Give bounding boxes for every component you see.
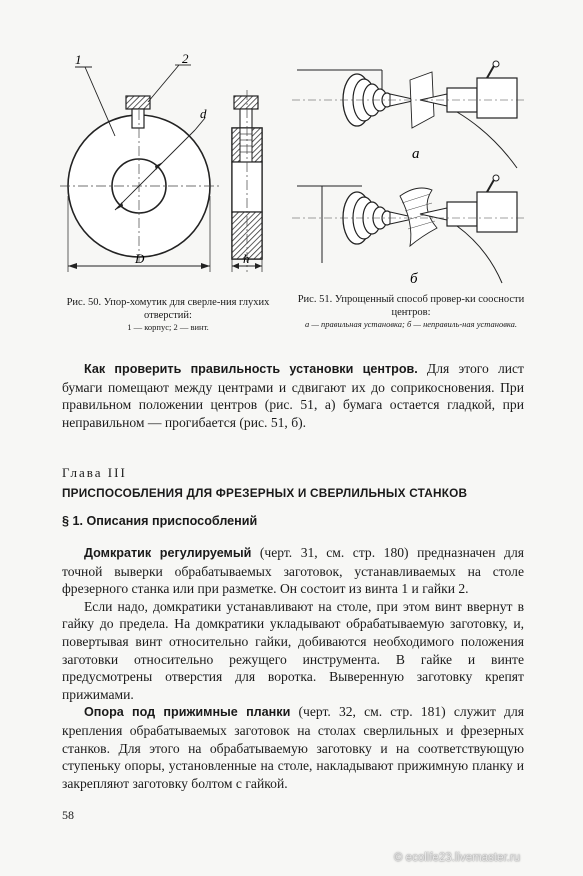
paragraph-jack-lead: Домкратик регулируемый bbox=[84, 546, 252, 560]
paragraph-support bbox=[62, 703, 524, 792]
figure-51-legend: а — правильная установка; б — неправиль-ная установка. bbox=[304, 319, 518, 329]
paragraph-jack-text: (черт. 31, см. стр. 180) предназначен для точной выверки обрабатываемых заготовок, устанавливаемых на столе фрезерного станка или при разметке. Он состоит из винта 1 и гайки 2. bbox=[62, 545, 524, 597]
figure-51a-correct bbox=[292, 61, 524, 168]
label-a: а bbox=[412, 146, 420, 162]
figure-50-legend: 1 — корпус; 2 — винт. bbox=[127, 322, 209, 332]
figure-50-caption-title: Рис. 50. Упор-хомутик для сверле-ния глухих отверстий: bbox=[66, 297, 270, 321]
collar-screw-shank bbox=[132, 109, 144, 128]
paragraph-jack bbox=[62, 544, 524, 598]
figure-51-caption bbox=[296, 293, 526, 330]
watermark: © ecolife23.livemaster.ru bbox=[394, 852, 521, 864]
intro-text: Для этого лист бумаги помещают между центрами и сдвигают их до соприкосновения. При правильном положении центров (рис. 51, а) бумага остается гладкой, при неправильном — прогибается (рис. 51, б). bbox=[62, 361, 524, 430]
figure-50-drawing bbox=[55, 50, 290, 295]
dim-h-label: h bbox=[243, 251, 250, 266]
paragraph-support-text: (черт. 32, см. стр. 181) служит для крепления обрабатываемых заготовок на столах сверлильных и фрезерных станков. Для этого на обрабатываемую заготовку и на соответствующую ступеньку опоры, установленные на столе, накладывают прижимную планку и закрепляют заготовку болтом с гайкой. bbox=[62, 704, 524, 791]
figure-51-caption-title: Рис. 51. Упрощенный способ провер-ки соосности центров: bbox=[297, 294, 525, 318]
body-text bbox=[62, 544, 524, 792]
label-b: б bbox=[410, 271, 418, 287]
figure-51b-incorrect bbox=[292, 175, 524, 283]
dim-d-label: d bbox=[200, 106, 207, 121]
intro-paragraph bbox=[62, 360, 524, 431]
chapter-title: ПРИСПОСОБЛЕНИЯ ДЛЯ ФРЕЗЕРНЫХ И СВЕРЛИЛЬНЫХ СТАНКОВ bbox=[62, 486, 468, 500]
callout-2: 2 bbox=[182, 51, 189, 66]
paragraph-support-lead: Опора под прижимные планки bbox=[84, 705, 291, 720]
chapter-label: Глава III bbox=[62, 465, 127, 480]
intro-lead: Как проверить правильность установки центров. bbox=[84, 362, 418, 376]
figure-51-drawing bbox=[292, 58, 524, 290]
section-title: § 1. Описания приспособлений bbox=[62, 514, 258, 528]
collar-screw-head bbox=[126, 96, 150, 109]
dim-D-label: D bbox=[135, 251, 145, 266]
page-number: 58 bbox=[62, 808, 74, 822]
paragraph-usage: Если надо, домкратики устанавливают на столе, при этом винт ввернут в гайку до предела. На домкратики укладывают обрабатываемую заготовку, и, повертывая винт относительно гайки, добиваются необходимого положения заготовки относительно режущего инструмента. В гайке и винте предусмотрены отверстия для воротка. Выверенную заготовку крепят прижимами. bbox=[62, 598, 524, 702]
figure-50-caption bbox=[58, 296, 278, 333]
section-screw-head bbox=[234, 96, 258, 109]
callout-1: 1 bbox=[75, 52, 82, 67]
